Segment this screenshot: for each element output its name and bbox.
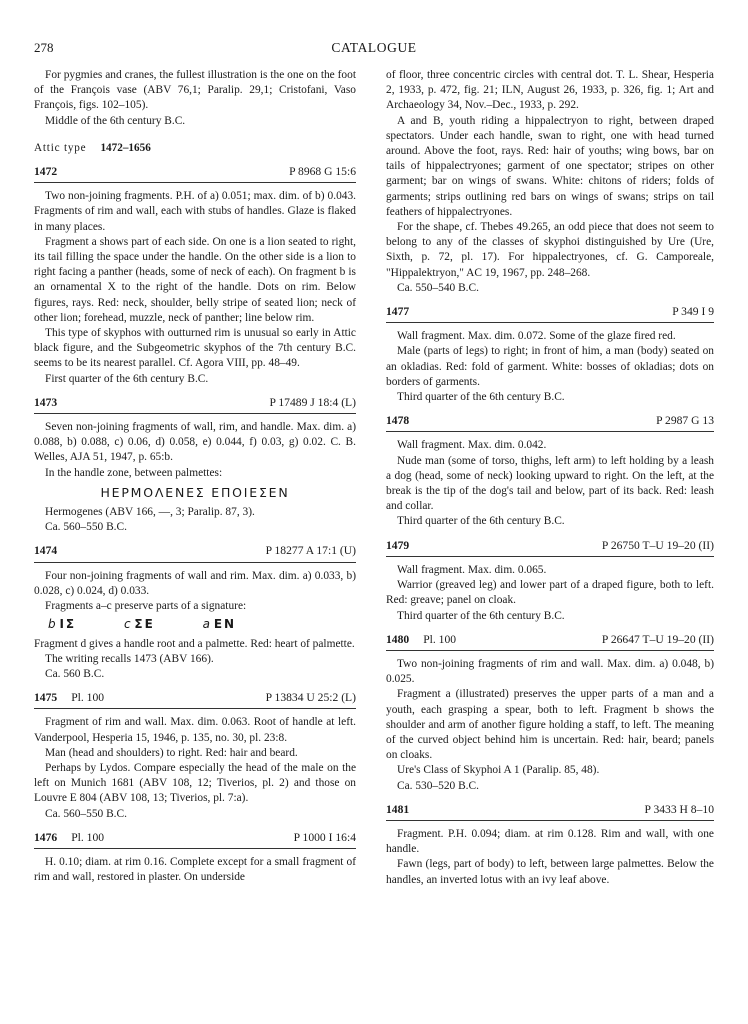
entry-date: Third quarter of the 6th century B.C. [397, 609, 565, 622]
entry-paragraph: Perhaps by Lydos. Compare especially the head of the male on the left on Munich 1681 (ABV 108, 12; Tiverios, pl. 2) and those on Louvre E 804 (ABV 108, 13; Tiverios, pl. 7:a). [34, 761, 356, 805]
fragment-letter: a [202, 617, 210, 632]
catalogue-number: 1472 [34, 165, 58, 179]
catalogue-number: 1473 [34, 395, 58, 409]
entry-date: Ca. 560–550 B.C. [45, 521, 127, 534]
entry-date: Third quarter of the 6th century B.C. [397, 391, 565, 404]
catalogue-number: 1477 [386, 305, 410, 319]
entry-1472-heading [34, 164, 356, 183]
inventory-ref: P 349 I 9 [672, 305, 714, 319]
inventory-ref: P 13834 U 25:2 (L) [265, 691, 356, 705]
page-number: 278 [34, 40, 54, 55]
entry-1479-heading [386, 538, 714, 557]
section-heading [34, 141, 356, 156]
entry-paragraph: Ure's Class of Skyphoi A 1 (Paralip. 85, 48). [397, 764, 600, 777]
entry-date: Third quarter of the 6th century B.C. [397, 515, 565, 528]
plate-ref: Pl. 100 [423, 632, 457, 646]
entry-paragraph: Wall fragment. Max. dim. 0.065. [397, 563, 547, 576]
entry-paragraph: Four non-joining fragments of wall and rim. Max. dim. a) 0.033, b) 0.028, c) 0.024, d) 0.033. [34, 569, 356, 597]
entry-paragraph: Fragment. P.H. 0.094; diam. at rim 0.128. Rim and wall, with one handle. [386, 827, 714, 856]
entry-paragraph: Fawn (legs, part of body) to left, between large palmettes. Below the handles, an inverted lotus with an ivy leaf above. [386, 858, 714, 886]
inventory-ref: P 3433 H 8–10 [644, 802, 714, 816]
signature-glyph: ΕΝ [213, 617, 237, 632]
plate-ref: Pl. 100 [71, 830, 105, 844]
inventory-ref: P 17489 J 18:4 (L) [269, 395, 356, 409]
catalogue-number: 1481 [386, 802, 410, 816]
entry-1475-heading [34, 690, 356, 709]
running-header [34, 40, 714, 60]
fragment-letter: b [48, 617, 56, 632]
signature-glyph: ΣΕ [134, 617, 155, 632]
entry-paragraph: Two non-joining fragments of rim and wall. Max. dim. a) 0.048, b) 0.025. [386, 657, 714, 686]
running-title: CATALOGUE [331, 40, 417, 55]
inventory-ref: P 26750 T–U 19–20 (II) [601, 538, 714, 552]
fragment-letter: c [123, 617, 131, 632]
entry-paragraph: H. 0.10; diam. at rim 0.16. Complete except for a small fragment of rim and wall, restored in plaster. On underside [34, 855, 356, 884]
entry-paragraph: Seven non-joining fragments of wall, rim, and handle. Max. dim. a) 0.088, b) 0.088, c) 0.06, d) 0.058, e) 0.044, f) 0.03, g) 0.02. C. B. Welles, AJA 51, 1947, p. 65:b. [34, 421, 356, 464]
entry-1478-heading [386, 413, 714, 432]
entry-1481-heading [386, 802, 714, 821]
entry-paragraph: Fragment a (illustrated) preserves the upper parts of a man and a youth, each grasping a spear, both to left. Fragment b shows the shoulder and arm of another figure holding a staff, to left. The meaning of the curved object behind him is uncertain. Red: hair, beard; panels on cloaks. [386, 688, 714, 762]
intro-date: Middle of the 6th century B.C. [45, 114, 186, 127]
entry-paragraph: This type of skyphos with outturned rim is unusual so early in Attic black figure, and the Subgeometric skyphos of the 7th century B.C. seems to be its nearest parallel. Cf. Agora VIII, pp. 48–49. [34, 327, 356, 370]
entry-date: Ca. 550–540 B.C. [397, 281, 479, 294]
catalogue-number: 1475 [34, 691, 58, 705]
entry-1476-heading [34, 830, 356, 849]
entry-date: First quarter of the 6th century B.C. [45, 372, 209, 385]
entry-paragraph: Nude man (some of torso, thighs, left arm) to left holding by a leash a dog (head, some of neck) looking upward to right. On the left, at the break is the tip of the dog's tail and below, part of its back. Red: leash and collar. [386, 454, 714, 513]
entry-paragraph: Male (parts of legs) to right; in front of him, a man (body) seated on an okladias. Red: fold of garment. White: bosses of okladias; dots on borders of garments. [386, 345, 714, 388]
catalogue-number: 1478 [386, 414, 410, 428]
catalogue-number: 1480 [386, 632, 410, 646]
entry-paragraph: Man (head and shoulders) to right. Red: hair and beard. [45, 746, 298, 759]
entry-1480-heading [386, 632, 714, 651]
inventory-ref: P 8968 G 15:6 [289, 165, 356, 179]
signature-glyph: ΙΣ [59, 617, 77, 632]
greek-inscription: ΗΕΡΜΟΛΕΝΕΣ ΕΠΟΙΕΣΕΝ [100, 484, 290, 500]
inventory-ref: P 18277 A 17:1 (U) [265, 544, 356, 558]
entry-1474-heading [34, 543, 356, 562]
entry-paragraph: Two non-joining fragments. P.H. of a) 0.051; max. dim. of b) 0.043. Fragments of rim and wall, each with stubs of handles. Glaze is flaked in many places. [34, 190, 356, 233]
entry-paragraph: Fragment d gives a handle root and a palmette. Red: heart of palmette. [34, 637, 355, 650]
entry-paragraph: Warrior (greaved leg) and lower part of a draped figure, both to left. Red: greave; panel on cloak. [386, 579, 714, 607]
left-column [34, 68, 356, 885]
inventory-ref: P 26647 T–U 19–20 (II) [601, 632, 714, 646]
right-column [386, 68, 714, 888]
entry-paragraph: For the shape, cf. Thebes 49.265, an odd piece that does not seem to belong to any of the classes of skyphoi distinguished by Ure (Ure, Sixth, p. 72, pl. 17). For hippalectryones, cf. G. Camporeale, "Hippalektryon," AC 19, 1967, pp. 248–268. [386, 221, 714, 279]
catalogue-number: 1479 [386, 538, 410, 552]
entry-1477-heading [386, 304, 714, 323]
section-range: 1472–1656 [100, 141, 151, 154]
section-title: Attic type [34, 141, 87, 154]
entry-date: Ca. 560–550 B.C. [45, 807, 127, 820]
catalogue-number: 1474 [34, 544, 58, 558]
entry-date: Ca. 530–520 B.C. [397, 779, 479, 792]
entry-paragraph: of floor, three concentric circles with central dot. T. L. Shear, Hesperia 2, 1933, p. 472, fig. 21; ILN, August 26, 1933, p. 326, fig. 1; Art and Archaeology 34, Nov.–Dec., 1933, p. 292. [386, 69, 714, 112]
entry-paragraph: Fragment of rim and wall. Max. dim. 0.063. Root of handle at left. Vanderpool, Hesperia 15, 1946, p. 135, no. 30, pl. 23:8. [34, 716, 356, 744]
entry-paragraph: In the handle zone, between palmettes: [45, 466, 223, 479]
entry-1473-heading [34, 395, 356, 414]
plate-ref: Pl. 100 [71, 691, 105, 705]
signature-fragments [48, 617, 356, 632]
entry-paragraph: A and B, youth riding a hippalectryon to right, between draped spectators. Under each handle, swan to right, one with head turned around. Above the foot, rays. Red: hair of youths; wing bows, bar on tails of hippalectryones; garment of one spectator; stripes on other garment; bar on wings of swans. White: chitons of riders; folds of garments; strips outlining red bars on wings of swans; strips on tail feathers of hippalectryones. [386, 114, 714, 218]
inventory-ref: P 2987 G 13 [656, 414, 714, 428]
entry-paragraph: Wall fragment. Max. dim. 0.042. [397, 439, 547, 452]
entry-paragraph: Wall fragment. Max. dim. 0.072. Some of the glaze fired red. [397, 330, 676, 343]
inventory-ref: P 1000 I 16:4 [293, 830, 356, 844]
entry-paragraph: Hermogenes (ABV 166, —, 3; Paralip. 87, 3). [45, 506, 255, 519]
entry-paragraph: Fragment a shows part of each side. On one is a lion seated to right, its tail filling the space under the handle. On the other side is a lion to right facing a panther (heads, some of neck of each). On fragment b is an ornamental X to the right of the handle. Dots on rim. Below figures, rays. Red: neck, shoulder, belly stripe of seated lion; neck of other lion; forehead, muzzle, neck of panther; line below rim. [34, 235, 356, 324]
intro-paragraph: For pygmies and cranes, the fullest illustration is the one on the foot of the François vase (ABV 76,1; Paralip. 29,1; Cristofani, Vaso François, figs. 102–105). [34, 69, 356, 112]
catalogue-number: 1476 [34, 830, 58, 844]
entry-paragraph: The writing recalls 1473 (ABV 166). [45, 652, 214, 665]
entry-paragraph: Fragments a–c preserve parts of a signature: [45, 600, 247, 613]
entry-date: Ca. 560 B.C. [45, 667, 105, 680]
